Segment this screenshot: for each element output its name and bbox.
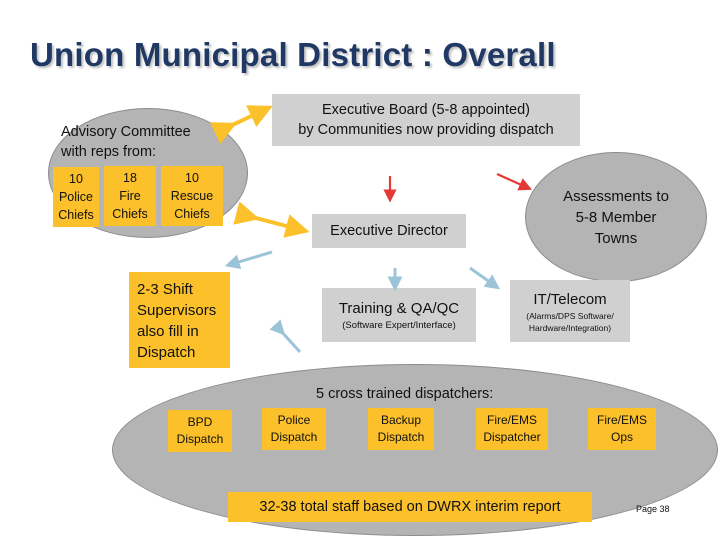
dispatch-unit-line2: Dispatch	[270, 430, 318, 444]
dispatch-unit-line2: Dispatcher	[483, 430, 541, 444]
executive-board-line1: Executive Board (5-8 appointed)	[322, 102, 530, 118]
dispatchers-heading: 5 cross trained dispatchers:	[316, 386, 494, 402]
shift-supervisors-line3: also fill in	[137, 323, 199, 340]
total-staff-box	[228, 492, 592, 522]
dispatch-unit-line2: Dispatch	[377, 430, 425, 444]
rescue-chiefs-line2: Chiefs	[174, 207, 210, 221]
fire-chiefs-count: 18	[123, 171, 137, 185]
it-telecom-sub2: Hardware/Integration)	[528, 322, 612, 333]
it-telecom-box	[510, 280, 630, 342]
fire-chiefs-line1: Fire	[119, 189, 141, 203]
shift-supervisors-line4: Dispatch	[137, 344, 196, 361]
training-label: Training & QA/QC	[338, 300, 460, 317]
rescue-chiefs-count: 10	[185, 171, 199, 185]
training-box	[322, 288, 476, 342]
dispatch-unit-fire-ems-ops	[588, 408, 656, 450]
shift-supervisors-line1: 2-3 Shift	[137, 281, 193, 298]
dispatch-unit-bpd	[168, 410, 232, 452]
page-number: Page 38	[636, 504, 670, 514]
training-sub: (Software Expert/Interface)	[342, 320, 456, 331]
executive-director-box	[312, 214, 466, 248]
dispatch-unit-police	[262, 408, 326, 450]
assessments-line2: 5-8 Member	[575, 208, 657, 226]
dispatch-unit-line2: Dispatch	[176, 432, 224, 446]
arrow-director-to-it	[470, 268, 494, 285]
advisory-heading	[61, 122, 191, 162]
fire-chiefs-box	[104, 166, 156, 226]
assessments-line3: Towns	[594, 229, 638, 247]
dispatch-unit-line1: Fire/EMS	[596, 413, 647, 427]
dispatch-unit-line1: Fire/EMS	[486, 413, 537, 427]
dispatch-unit-line1: Police	[277, 413, 311, 427]
fire-chiefs-line2: Chiefs	[112, 207, 148, 221]
police-chiefs-line2: Chiefs	[58, 208, 94, 222]
rescue-chiefs-box	[161, 166, 223, 226]
executive-board-box	[272, 94, 580, 146]
rescue-chiefs-line1: Rescue	[170, 189, 214, 203]
arrow-advisory-to-director	[248, 216, 298, 229]
assessments-ellipse	[525, 152, 707, 282]
dispatch-unit-line1: Backup	[380, 413, 422, 427]
total-staff-label: 32-38 total staff based on DWRX interim report	[259, 498, 561, 515]
shift-supervisors-box	[129, 272, 230, 368]
dispatch-unit-line1: BPD	[187, 415, 213, 429]
dispatch-unit-line2: Ops	[610, 430, 633, 444]
page-title: Union Municipal District : Overall	[30, 36, 556, 73]
arrow-board-to-assessments	[497, 174, 526, 187]
police-chiefs-count: 10	[69, 172, 83, 186]
arrow-director-to-dispatchers	[280, 330, 300, 352]
it-telecom-sub1: (Alarms/DPS Software/	[526, 310, 614, 321]
dispatch-unit-fire-ems-dispatcher	[476, 408, 548, 450]
assessments-line1: Assessments to	[563, 187, 669, 205]
it-telecom-label: IT/Telecom	[533, 290, 607, 308]
advisory-heading-line1: Advisory Committee	[61, 124, 191, 140]
executive-board-line2: by Communities now providing dispatch	[298, 122, 554, 138]
dispatch-unit-backup	[368, 408, 434, 450]
executive-director-label: Executive Director	[330, 222, 448, 239]
police-chiefs-line1: Police	[58, 190, 94, 204]
arrow-advisory-to-board	[226, 111, 262, 128]
advisory-heading-line2: with reps from:	[61, 144, 157, 160]
arrow-director-to-supervisors	[232, 252, 272, 264]
police-chiefs-box	[53, 167, 99, 227]
shift-supervisors-line2: Supervisors	[137, 302, 217, 319]
